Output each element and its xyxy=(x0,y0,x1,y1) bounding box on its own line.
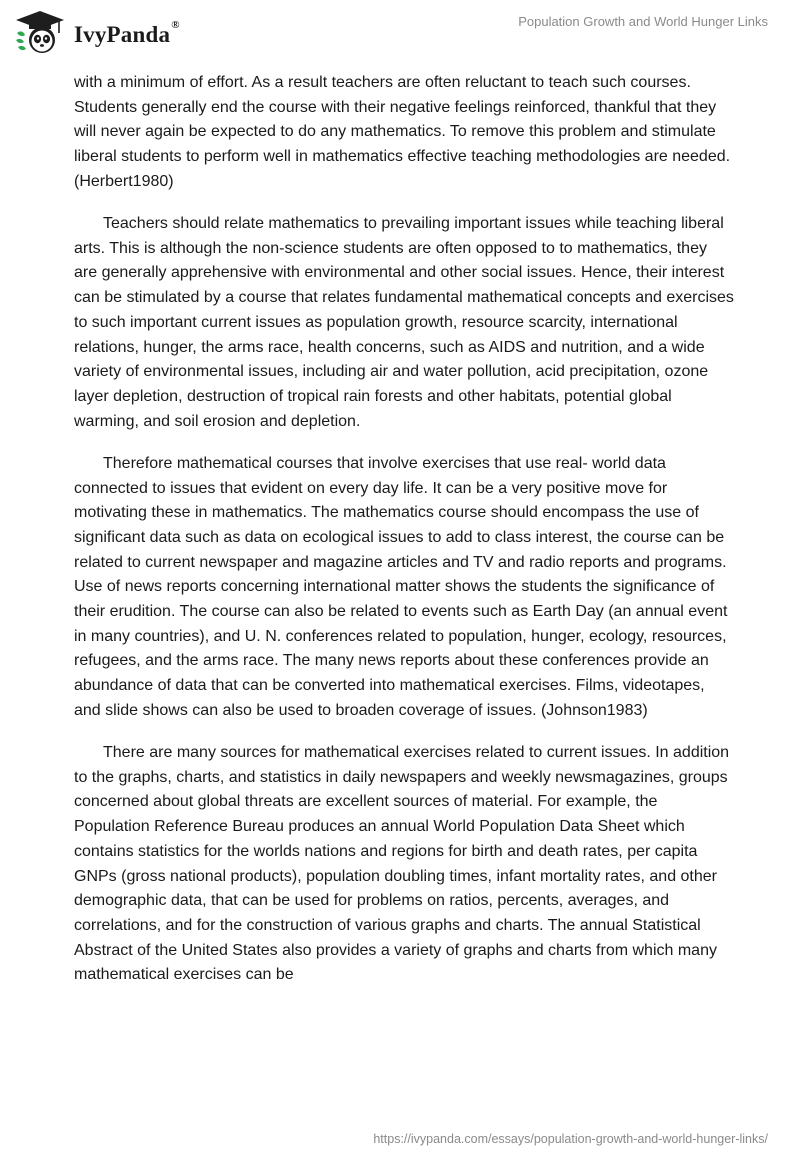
brand-name: IvyPanda® xyxy=(74,19,180,47)
essay-body xyxy=(74,71,734,1006)
paragraph: There are many sources for mathematical exercises related to current issues. In addition to the graphs, charts, and statistics in daily newspapers and weekly newsmagazines, groups concerned about global threats are excellent sources of material. For example, the Population Reference Bureau produces an annual World Population Data Sheet which contains statistics for the worlds nations and regions for birth and death rates, per capita GNPs (gross national products), population doubling times, infant mortality rates, and other demographic data, that can be used for problems on ratios, percents, averages, and correlations, and for the construction of various graphs and charts. The annual Statistical Abstract of the United States also provides a variety of graphs and charts from which many mathematical exercises can be xyxy=(74,744,730,984)
page-header xyxy=(0,0,800,70)
document-title: Population Growth and World Hunger Links xyxy=(518,14,768,29)
panda-graduate-icon xyxy=(14,9,66,55)
paragraph: Therefore mathematical courses that involve exercises that use real- world data connected to issues that evident on every day life. It can be a very positive move for motivating these in mathematics. The mathematics course should encompass the use of significant data such as data on ecological issues to add to class interest, the course can be related to current newspaper and magazine articles and TV and radio reports and programs. Use of news reports concerning international matter shows the students the significance of their erudition. The course can also be related to events such as Earth Day (an annual event in many countries), and U. N. conferences related to population, hunger, ecology, resources, refugees, and the arms race. The many news reports about these conferences provide an abundance of data that can be converted into mathematical exercises. Films, videotapes, and slide shows can also be used to broaden coverage of issues. (Johnson1983) xyxy=(74,454,728,719)
source-url[interactable]: https://ivypanda.com/essays/population-growth-and-world-hunger-links/ xyxy=(373,1132,768,1146)
paragraph: with a minimum of effort. As a result teachers are often reluctant to teach such courses. Students generally end the course with their negative feelings reinforced, thankful that they will never again be expected to do any mathematics. To remove this problem and stimulate liberal students to perform well in mathematics effective teaching methodologies are needed.(Herbert1980) xyxy=(74,74,731,190)
ivypanda-logo[interactable] xyxy=(14,9,204,55)
paragraph: Teachers should relate mathematics to prevailing important issues while teaching liberal arts. This is although the non-science students are often opposed to to mathematics, they are generally apprehensive with environmental and other social issues. Hence, their interest can be stimulated by a course that relates fundamental mathematical concepts and exercises to such important current issues as population growth, resource scarcity, international relations, hunger, the arms race, health concerns, such as AIDS and nutrition, and a wide variety of environmental issues, including air and water pollution, acid precipitation, ozone layer depletion, destruction of tropical rain forests and other habitats, potential global warming, and soil erosion and depletion. xyxy=(74,215,734,430)
registered-mark: ® xyxy=(171,19,180,31)
